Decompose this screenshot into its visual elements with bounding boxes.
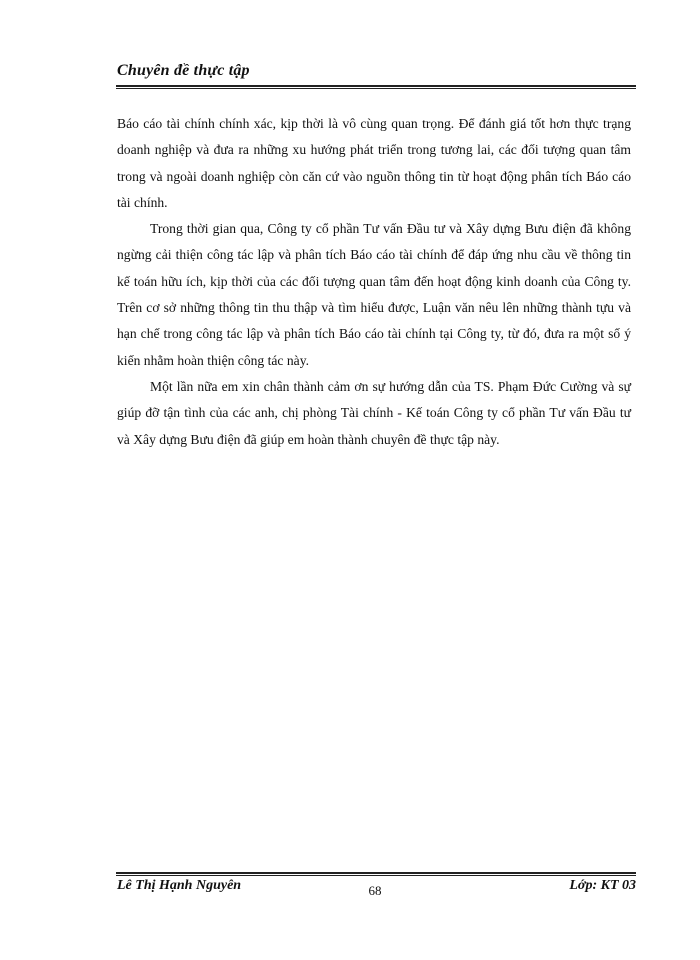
footer-class-label: Lớp: KT 03: [569, 878, 636, 893]
paragraph-3: Một lần nữa em xin chân thành cảm ơn sự hướng dẫn của TS. Phạm Đức Cường và sự giúp đỡ tận tình của các anh, chị phòng Tài chính - Kế toán Công ty cổ phần Tư vấn Đầu tư và Xây dựng Bưu điện đã giúp em hoàn thành chuyên đề thực tập này.: [117, 378, 631, 447]
page-number: 68: [368, 883, 382, 898]
paragraph-1: Báo cáo tài chính chính xác, kịp thời là vô cùng quan trọng. Để đánh giá tốt hơn thực trạng doanh nghiệp và đưa ra những xu hướng phát triển trong tương lai, các đối tượng quan tâm trong và ngoài doanh nghiệp còn căn cứ vào nguồn thông tin từ hoạt động phân tích Báo cáo tài chính.: [117, 116, 631, 210]
footer-author: Lê Thị Hạnh Nguyên: [117, 878, 242, 893]
paragraph-2: Trong thời gian qua, Công ty cổ phần Tư vấn Đầu tư và Xây dựng Bưu điện đã không ngừng cải thiện công tác lập và phân tích Báo cáo tài chính để đáp ứng nhu cầu về thông tin kế toán hữu ích, kịp thời của các đối tượng quan tâm đến hoạt động kinh doanh của Công ty. Trên cơ sở những thông tin thu thập và tìm hiểu được, Luận văn nêu lên những thành tựu và hạn chế trong công tác lập và phân tích Báo cáo tài chính tại Công ty, từ đó, đưa ra một số ý kiến nhằm hoàn thiện công tác này.: [117, 221, 631, 368]
header-rule: [116, 85, 636, 89]
body-text: [117, 111, 631, 453]
header-title: Chuyên đề thực tập: [117, 62, 250, 79]
footer-rule: [116, 872, 636, 876]
